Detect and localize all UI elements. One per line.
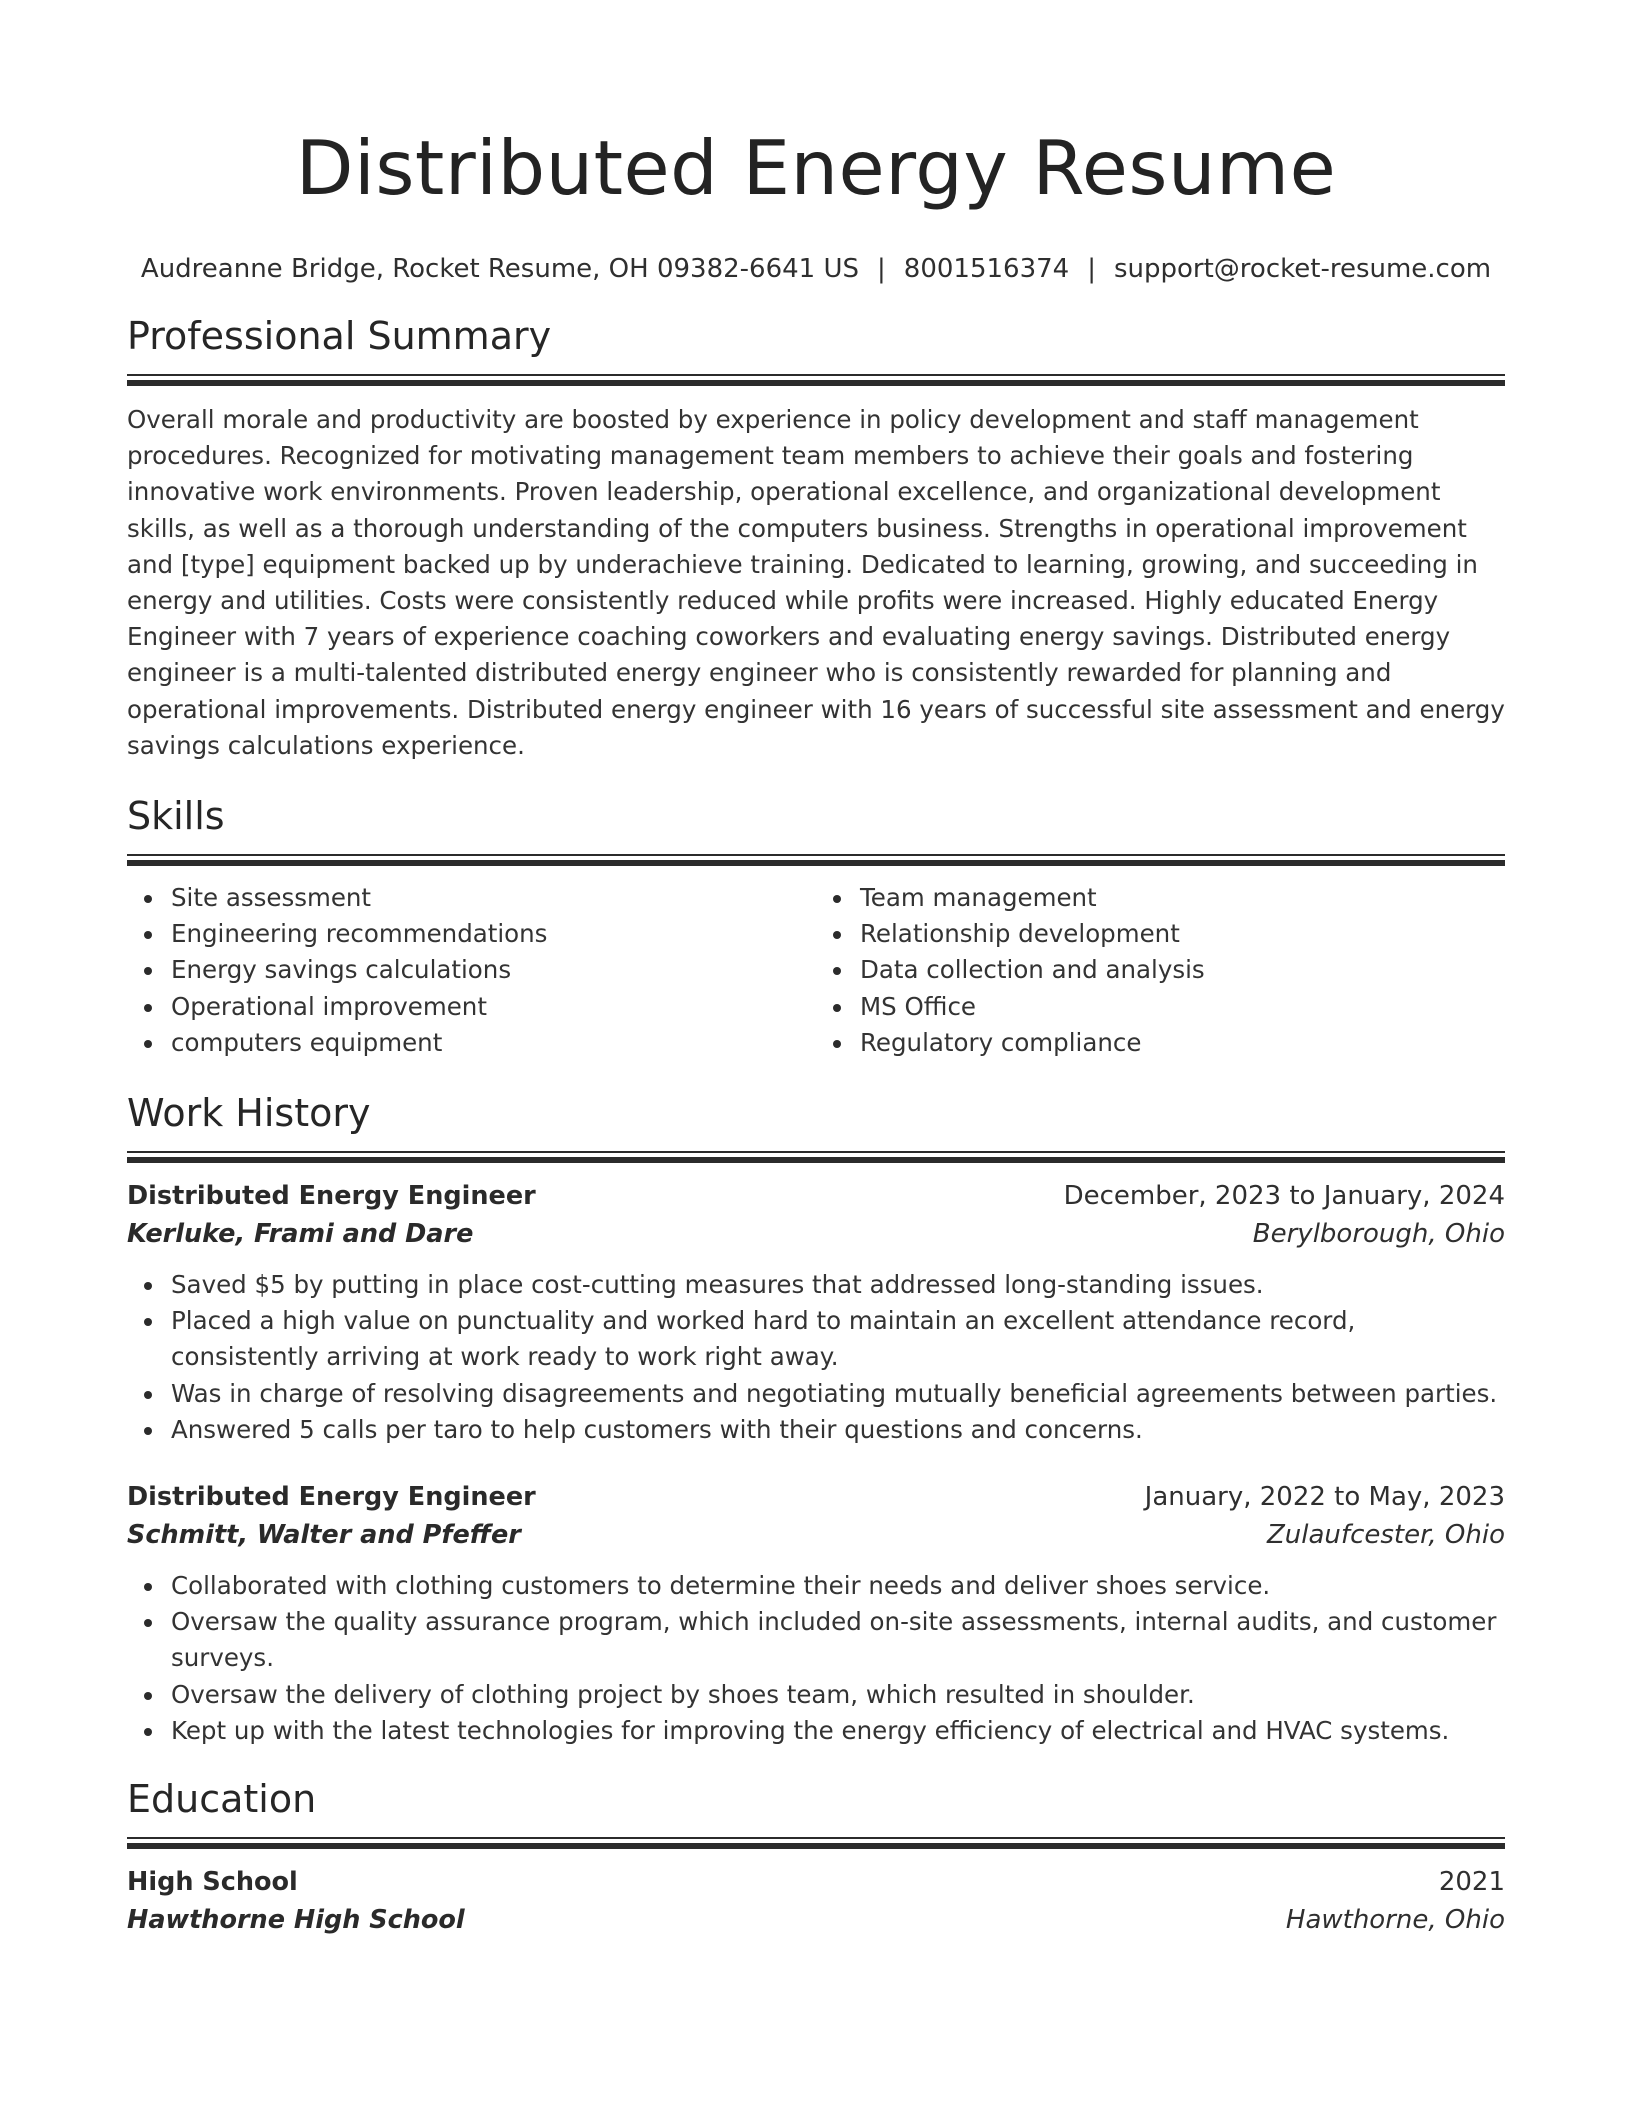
section-heading: Work History — [127, 1091, 371, 1136]
education-header-row — [127, 1863, 1505, 1901]
skill-item: Data collection and analysis — [860, 952, 1505, 988]
job-entry — [127, 1177, 1505, 1448]
skill-item: Relationship development — [860, 916, 1505, 952]
job-company: Kerluke, Frami and Dare — [127, 1219, 474, 1250]
section-divider — [127, 1837, 1505, 1849]
skill-item: Regulatory compliance — [860, 1025, 1505, 1061]
contact-separator: | — [877, 254, 886, 284]
skills-columns — [127, 880, 1505, 1061]
section-divider — [127, 854, 1505, 866]
education-school: Hawthorne High School — [127, 1905, 465, 1936]
education-school-row — [127, 1901, 1505, 1939]
contact-line — [127, 252, 1505, 286]
job-bullet: Kept up with the latest technologies for improving the energy efficiency of electrical and HVAC systems. — [171, 1713, 1505, 1749]
job-bullet: Was in charge of resolving disagreements and negotiating mutually beneficial agreements between parties. — [171, 1376, 1505, 1412]
work-history-section — [127, 1089, 1505, 1749]
section-divider — [127, 374, 1505, 386]
job-header-row — [127, 1177, 1505, 1215]
contact-phone: 8001516374 — [903, 254, 1070, 284]
job-bullet: Answered 5 calls per taro to help customers with their questions and concerns. — [171, 1412, 1505, 1448]
skills-list-right — [816, 880, 1505, 1061]
skills-section — [127, 792, 1505, 1061]
job-company-row — [127, 1516, 1505, 1554]
contact-email: support@rocket-resume.com — [1113, 254, 1492, 284]
skill-item: Engineering recommendations — [171, 916, 816, 952]
job-dates: December, 2023 to January, 2024 — [1063, 1181, 1505, 1212]
section-divider — [127, 1151, 1505, 1163]
job-company-row — [127, 1215, 1505, 1253]
job-bullet: Oversaw the delivery of clothing project by shoes team, which resulted in shoulder. — [171, 1677, 1505, 1713]
education-degree: High School — [127, 1867, 298, 1898]
resume-title: Distributed Energy Resume — [295, 124, 1337, 212]
skill-item: Operational improvement — [171, 989, 816, 1025]
contact-separator: | — [1087, 254, 1096, 284]
skill-item: Site assessment — [171, 880, 816, 916]
job-bullets — [127, 1267, 1505, 1448]
job-location: Zulaufcester, Ohio — [1266, 1520, 1505, 1551]
job-dates: January, 2022 to May, 2023 — [1144, 1482, 1505, 1513]
contact-address: Audreanne Bridge, Rocket Resume, OH 09382-6641 US — [140, 254, 860, 284]
job-entry — [127, 1478, 1505, 1749]
job-bullets — [127, 1568, 1505, 1749]
section-heading: Professional Summary — [127, 314, 552, 358]
job-company: Schmitt, Walter and Pfeffer — [127, 1520, 521, 1551]
summary-text: Overall morale and productivity are boosted by experience in policy development and staff management procedures. Recognized for motivating management team members to achieve their goals and fostering innovative work environments. Proven leadership, operational excellence, and organizational development skills, as well as a thorough understanding of the computers business. Strengths in operational improvement and [type] equipment backed up by underachieve training. Dedicated to learning, growing, and succeeding in energy and utilities. Costs were consistently reduced while profits were increased. Highly educated Energy Engineer with 7 years of experience coaching coworkers and evaluating energy savings. Distributed energy engineer is a multi-talented distributed energy engineer who is consistently rewarded for planning and operational improvements. Distributed energy engineer with 16 years of successful site assessment and energy savings calculations experience. — [127, 405, 1505, 760]
job-title: Distributed Energy Engineer — [127, 1482, 536, 1513]
job-bullet: Oversaw the quality assurance program, which included on-site assessments, internal audits, and customer surveys. — [171, 1604, 1505, 1676]
summary-section — [127, 312, 1505, 764]
section-heading: Skills — [127, 794, 225, 839]
skill-item: Team management — [860, 880, 1505, 916]
education-year: 2021 — [1438, 1867, 1505, 1898]
job-bullet: Saved $5 by putting in place cost-cutting measures that addressed long-standing issues. — [171, 1267, 1505, 1303]
job-location: Berylborough, Ohio — [1252, 1219, 1505, 1250]
job-bullet: Collaborated with clothing customers to determine their needs and deliver shoes service. — [171, 1568, 1505, 1604]
skill-item: computers equipment — [171, 1025, 816, 1061]
education-entry — [127, 1863, 1505, 1939]
job-header-row — [127, 1478, 1505, 1516]
job-title: Distributed Energy Engineer — [127, 1181, 536, 1212]
skill-item: MS Office — [860, 989, 1505, 1025]
education-location: Hawthorne, Ohio — [1285, 1905, 1505, 1936]
education-section — [127, 1775, 1505, 1939]
skill-item: Energy savings calculations — [171, 952, 816, 988]
job-bullet: Placed a high value on punctuality and worked hard to maintain an excellent attendance record, consistently arriving at work ready to work right away. — [171, 1303, 1505, 1375]
section-heading: Education — [127, 1777, 317, 1822]
skills-list-left — [127, 880, 816, 1061]
